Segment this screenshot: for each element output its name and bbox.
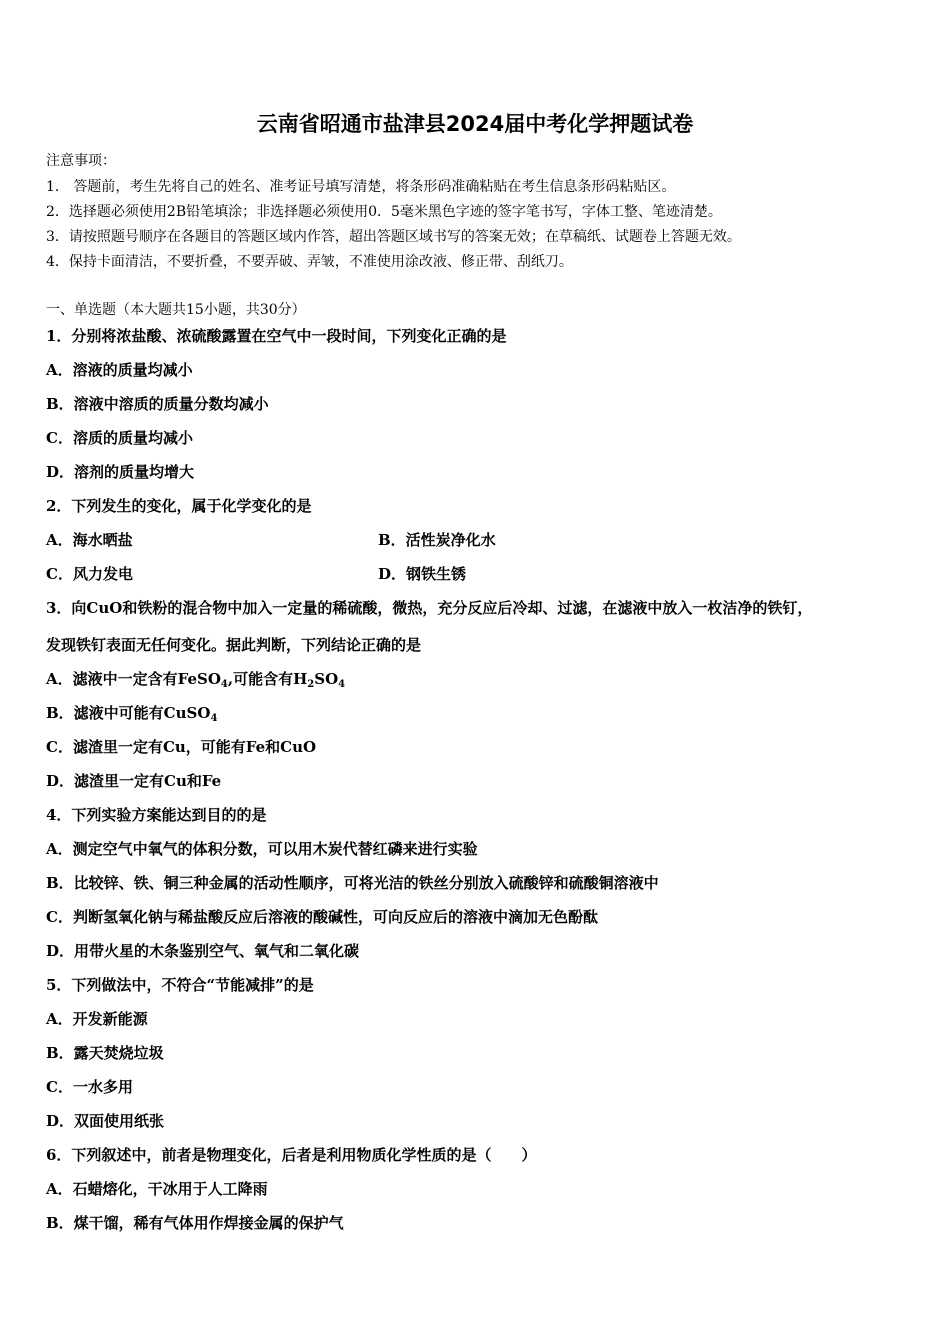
note-item: 4．保持卡面清洁，不要折叠，不要弄破、弄皱，不准使用涂改液、修正带、刮纸刀。 (46, 254, 573, 270)
question-6-stem: 6．下列叙述中，前者是物理变化，后者是利用物质化学性质的是（ ） (46, 1146, 537, 1164)
q5-option-d: D．双面使用纸张 (46, 1112, 165, 1130)
question-3-stem: 3．向CuO和铁粉的混合物中加入一定量的稀硫酸，微热，充分反应后冷却、过滤，在滤液中放入一枚洁净的铁钉， (46, 599, 813, 617)
q6-option-b: B．煤干馏，稀有气体用作焊接金属的保护气 (46, 1214, 344, 1232)
q2-option-a: A．海水晒盐 (46, 531, 133, 549)
page-title: 云南省昭通市盐津县2024届中考化学押题试卷 (256, 112, 694, 136)
notes-heading: 注意事项： (46, 153, 116, 169)
q2-option-c: C．风力发电 (46, 565, 133, 583)
q5-option-b: B．露天焚烧垃圾 (46, 1044, 164, 1062)
q3-option-a: A．滤液中一定含有FeSO$_4$,可能含有$H_2SO_4$ (46, 670, 346, 690)
q1-option-d: D．溶剂的质量均增大 (46, 463, 195, 481)
q4-option-c: C．判断氢氧化钠与稀盐酸反应后溶液的酸碱性，可向反应后的溶液中滴加无色酚酞 (46, 908, 598, 926)
note-item: 2．选择题必须使用2B铅笔填涂；非选择题必须使用0．5毫米黑色字迹的签字笔书写，字体工整、笔迹清楚。 (46, 204, 722, 220)
q2-option-d: D．钢铁生锈 (378, 565, 467, 583)
q3-option-c: C．滤渣里一定有Cu，可能有Fe和CuO (46, 738, 317, 756)
q1-option-c: C．溶质的质量均减小 (46, 429, 193, 447)
q5-option-c: C．一水多用 (46, 1078, 133, 1096)
question-3-stem-cont: 发现铁钉表面无任何变化。据此判断，下列结论正确的是 (46, 636, 422, 654)
q3-option-b: B．滤液中可能有CuSO$_4$ (46, 704, 218, 724)
q4-option-b: B．比较锌、铁、铜三种金属的活动性顺序，可将光洁的铁丝分别放入硫酸锌和硫酸铜溶液中 (46, 874, 659, 892)
note-item: 3．请按照题号顺序在各题目的答题区域内作答，超出答题区域书写的答案无效；在草稿纸、试题卷上答题无效。 (46, 229, 741, 245)
q1-option-a: A．溶液的质量均减小 (46, 361, 193, 379)
section-heading: 一、单选题（本大题共15小题，共30分） (46, 302, 306, 318)
question-2-stem: 2．下列发生的变化，属于化学变化的是 (46, 497, 312, 515)
q3-option-d: D．滤渣里一定有Cu和Fe (46, 772, 222, 790)
q4-option-d: D．用带火星的木条鉴别空气、氧气和二氧化碳 (46, 942, 360, 960)
q5-option-a: A．开发新能源 (46, 1010, 148, 1028)
q1-option-b: B．溶液中溶质的质量分数均减小 (46, 395, 269, 413)
question-5-stem: 5．下列做法中，不符合“节能减排”的是 (46, 976, 314, 994)
q4-option-a: A．测定空气中氧气的体积分数，可以用木炭代替红磷来进行实验 (46, 840, 478, 858)
question-1-stem: 1．分别将浓盐酸、浓硫酸露置在空气中一段时间，下列变化正确的是 (46, 327, 507, 345)
note-item: 1. 答题前，考生先将自己的姓名、准考证号填写清楚，将条形码准确粘贴在考生信息条形码粘贴区。 (46, 179, 676, 195)
q6-option-a: A．石蜡熔化，干冰用于人工降雨 (46, 1180, 268, 1198)
question-4-stem: 4．下列实验方案能达到目的的是 (46, 806, 267, 824)
q2-option-b: B．活性炭净化水 (378, 531, 496, 549)
